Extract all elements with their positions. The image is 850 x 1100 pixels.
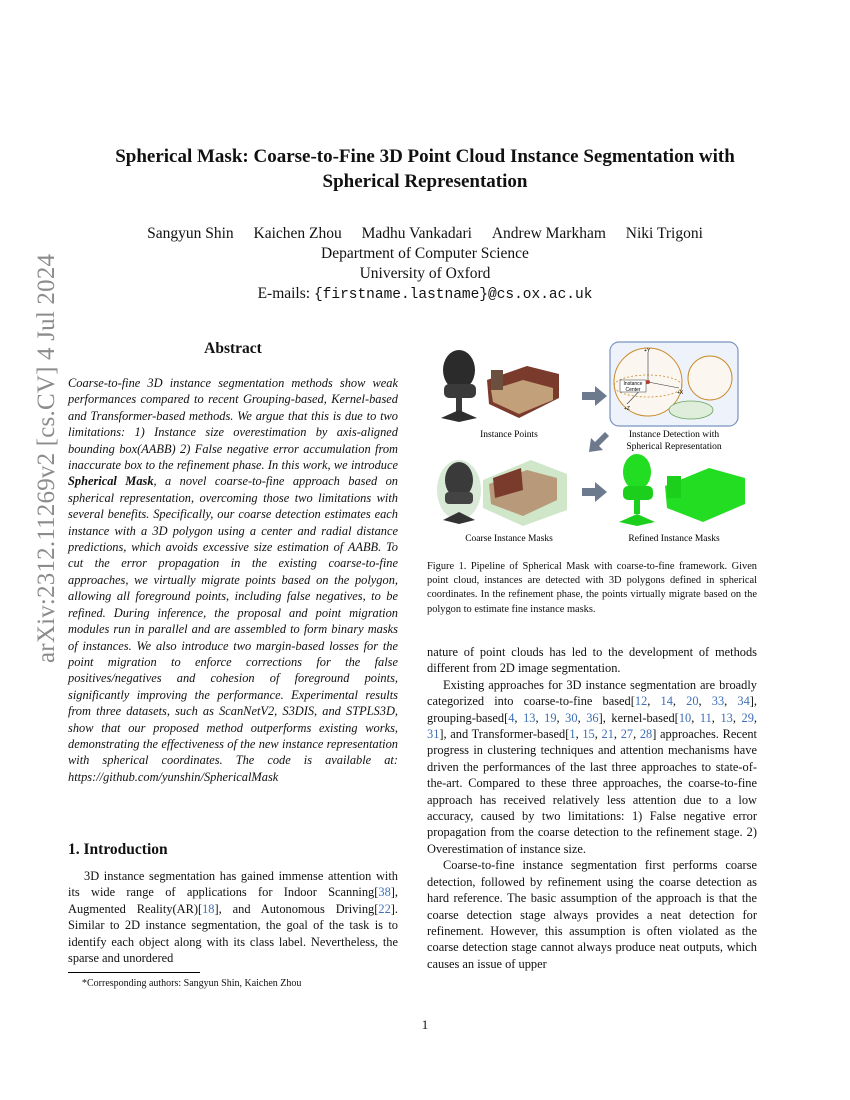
figure-1	[427, 340, 757, 555]
abstract-body	[68, 375, 398, 785]
citation-link[interactable]: 18	[202, 901, 215, 916]
axis-z-label: +Z	[624, 406, 630, 412]
axis-y-label: +Y	[644, 348, 651, 354]
paragraph: Coarse-to-fine instance segmentation first performs coarse detection, followed by refinement using the coarse detection as hard reference. The basic assumption of the approach is that the coarse detection stage always provides a neat detection for refinement. However, this assumption is often violated as the coarse detection stage cannot always produce neat outputs, which causes an issue of upper	[427, 858, 757, 971]
author-block	[60, 224, 790, 305]
footnote-rule	[68, 972, 200, 973]
label-instance-center-2: Center	[625, 387, 641, 393]
page-number: 1	[421, 1017, 429, 1032]
pipeline-figure	[427, 340, 757, 555]
arxiv-stamp: arXiv:2312.11269v2 [cs.CV] 4 Jul 2024	[33, 253, 60, 663]
citation-link[interactable]: 29	[741, 710, 754, 725]
citation-link[interactable]: 11	[699, 710, 712, 725]
text: ], and Transformer-based[	[439, 727, 570, 742]
label-instance-center: Instance	[623, 381, 643, 387]
footnote-text: *Corresponding authors: Sangyun Shin, Kaichen Zhou	[82, 978, 302, 989]
text: ], kernel-based[	[598, 710, 679, 725]
citation-link[interactable]: 30	[565, 710, 578, 725]
citation-link[interactable]: 4	[508, 710, 515, 725]
citation-link[interactable]: 10	[678, 710, 692, 725]
citation-link[interactable]: 28	[639, 727, 653, 742]
citation-link[interactable]: 21	[601, 727, 614, 742]
arrow-right-icon	[582, 482, 607, 502]
citation-link[interactable]: 12	[634, 694, 648, 709]
text: ] approaches. Recent progress in clustering techniques and attention mechanisms have driven the performances of the last three approaches to state-of-the-art. Compared to these three approaches, the coarse-to-fine approach has received relatively less attention due to a low accuracy, caused by two limitations: 1) False negative error propagation from the coarse detection to the refinement stage. 2) Overestimation of instance size.	[427, 727, 757, 856]
citation-link[interactable]: 38	[378, 885, 391, 900]
citation-link[interactable]: 33	[711, 694, 725, 709]
citation-link[interactable]: 15	[582, 727, 595, 742]
citation-link[interactable]: 14	[660, 694, 673, 709]
department: Department of Computer Science	[321, 245, 529, 262]
text: ]. Similar to 2D instance segmentation, the goal of the task is to identify each object along with its class label. Nevertheless, the sparse and unordered	[68, 901, 398, 966]
citation-link[interactable]: 34	[737, 694, 750, 709]
section-heading-introduction: 1. Introduction	[68, 841, 168, 858]
text: Existing approaches for 3D instance segmentation are broadly categorized into coarse-to-fine based[	[427, 677, 757, 709]
abstract-heading: Abstract	[204, 340, 262, 357]
citation-link[interactable]: 36	[586, 710, 599, 725]
axis-x-label: +X	[677, 390, 684, 396]
sofa-point-cloud	[487, 366, 559, 418]
arrow-right-icon	[582, 386, 607, 406]
university: University of Oxford	[359, 265, 491, 282]
author: Niki Trigoni	[625, 225, 703, 242]
figure-caption: Figure 1. Pipeline of Spherical Mask with coarse-to-fine framework. Given point cloud, instances are detected with 3D polygons defined in spherical coordinates. In the refinement phase, the points virtually migrate based on the polygon to estimate fine instance masks.	[427, 561, 757, 615]
author: Madhu Vankadari	[361, 225, 472, 242]
citation-link[interactable]: 13	[523, 710, 536, 725]
citation-link[interactable]: 13	[720, 710, 733, 725]
citation-link[interactable]: 31	[427, 727, 440, 742]
citation-link[interactable]: 27	[620, 727, 634, 742]
author-names	[60, 224, 790, 244]
refined-instance-masks	[619, 454, 745, 526]
text: ], grouping-based[	[427, 694, 758, 725]
footnote	[68, 977, 301, 990]
label-instance-points: Instance Points	[480, 430, 538, 440]
citation-link[interactable]: 19	[544, 710, 557, 725]
email-label: E-mails:	[257, 285, 311, 302]
abstract-text: , a novel coarse-to-fine approach based on spherical representation, overcoming those two limitations with several benefits. Specifically, our coarse detection estimates each instance with a 3D polygon using a center and radial distance predictions, which avoids excessive size estimation of AABB. To cut the error propagation in the existing coarse-to-fine approaches, we virtually migrate points based on the polygon, allowing all foreground points, including false negatives, to be refined. During inference, the proposal and point migration modules run in parallel and are assembled to form binary masks of instances. We also introduce two margin-based losses for the point migration to enforce corrections for the false positives/negatives and cohesion of foreground points, significantly improving the performance. Experimental results from three datasets, such as ScanNetV2, S3DIS, and STPLS3D, show that our proposed method outperforms existing works, demonstrating the effectiveness of the new instance representation with spherical coordinates. The code is available at: https://github.com/yunshin/SphericalMask	[68, 474, 398, 784]
citation-link[interactable]: 1	[569, 727, 576, 742]
text: ], Augmented Reality(AR)[	[68, 885, 398, 916]
right-column-body	[427, 644, 757, 972]
chair-point-cloud	[441, 350, 477, 422]
title-line-2: Spherical Representation	[322, 171, 528, 192]
paragraph	[68, 868, 398, 966]
arrow-down-left-icon	[589, 432, 609, 452]
label-coarse-masks: Coarse Instance Masks	[465, 534, 553, 544]
email-address: {firstname.lastname}@cs.ox.ac.uk	[313, 287, 593, 303]
text: ], and Autonomous Driving[	[214, 901, 379, 916]
citation-link[interactable]: 20	[686, 694, 699, 709]
paper-title	[60, 144, 790, 194]
author: Kaichen Zhou	[253, 225, 342, 242]
title-line-1: Spherical Mask: Coarse-to-Fine 3D Point Cloud Instance Segmentation with	[115, 146, 735, 167]
method-name: Spherical Mask	[68, 474, 154, 489]
spherical-diagram	[610, 342, 738, 426]
paragraph: nature of point clouds has led to the development of methods different from 2D image segmentation.	[427, 645, 757, 676]
abstract-text: Coarse-to-fine 3D instance segmentation methods show weak performances compared to recent Grouping-based, Kernel-based and Transformer-based methods. We argue that this is due to two limitations: 1) Instance size overestimation by axis-aligned bounding box(AABB) 2) False negative error accumulation from inaccurate box to the refinement phase. In this work, we introduce	[68, 376, 398, 473]
coarse-instance-masks	[437, 460, 567, 526]
author: Sangyun Shin	[147, 225, 234, 242]
label-refined-masks: Refined Instance Masks	[628, 534, 720, 544]
paragraph: Existing approaches for 3D instance segmentation are broadly categorized into coarse-to-fine based[12, 14, 20, 33, 34], grouping-based[4, 13, 19, 30, 36], kernel-based[10, 11, 13, 29, 31], and Transformer-based[1, 15, 21, 27, 28] approaches. Recent progress in clustering techniques and attention mechanisms have driven the performances of the last three approaches to state-of-the-art. Compared to these three approaches, the coarse-to-fine approach has received relatively less attention due to a low accuracy, caused by two limitations: 1) False negative error propagation from the coarse detection to the refinement stage. 2) Overestimation of instance size.	[427, 677, 758, 856]
citation-link[interactable]: 22	[378, 901, 391, 916]
label-detection-line-1: Instance Detection with	[628, 430, 720, 440]
label-detection-line-2: Spherical Representation	[626, 442, 722, 452]
introduction-body	[68, 868, 398, 966]
author: Andrew Markham	[491, 225, 606, 242]
text: 3D instance segmentation has gained immense attention with its wide range of applications for Indoor Scanning[	[68, 869, 398, 900]
email-line	[60, 284, 790, 305]
